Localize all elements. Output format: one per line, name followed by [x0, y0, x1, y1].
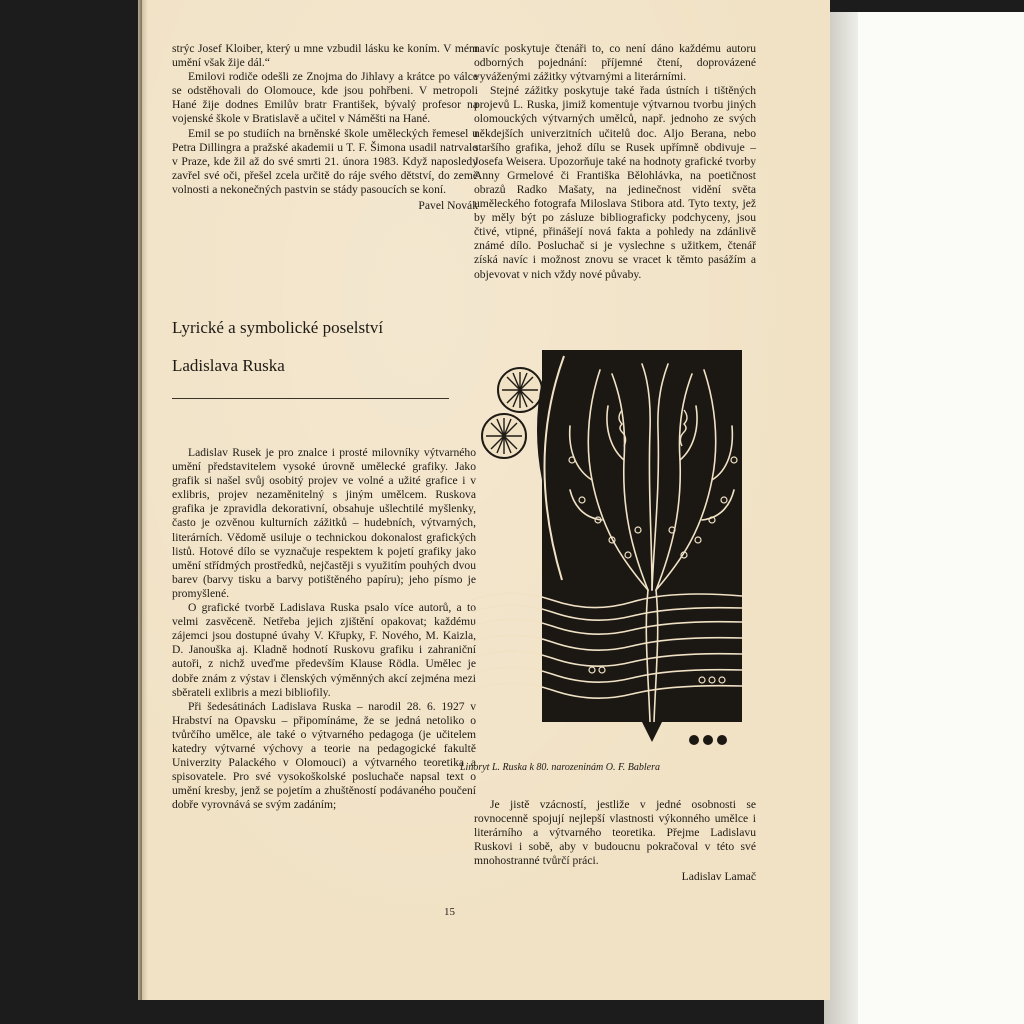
- paragraph: Emilovi rodiče odešli ze Znojma do Jihlavy a krátce po válce se odstěhovali do Olomouce, kde jsou pohřbeni. V metropoli Hané žije dodnes Emilův bratr František, bývalý profesor na vojenské škole v Bratislavě a učitel v Náměšti na Hané.: [172, 70, 478, 126]
- scan-background-edge: [824, 12, 1024, 1024]
- magazine-page: [142, 0, 830, 1000]
- article-title-line-2: Ladislava Ruska: [172, 356, 285, 375]
- paragraph: navíc poskytuje čtenáři to, co není dáno každému autoru odborných pojednání: příjemné čtení, doprovázené vyváženými zážitky výtvarnými a literárními.: [474, 42, 756, 84]
- paragraph: Ladislav Rusek je pro znalce i prosté milovníky výtvarného umění představitelem vysoké úrovně umělecké grafiky. Jako grafik si našel svůj osobitý projev ve volné a užité grafice i v exlibris, projev nezaměnitelný s jiným umělcem. Ruskova grafika je zpravidla dekorativní, obsahuje ušlechtilé myšlenky, často je ozvěnou kulturních zážitků – hudebních, výtvarných, literárních. Vědomě usiluje o technickou dokonalost grafických listů. Hotové dílo se vyznačuje respektem k pojetí grafiky jako umění střídmých prostředků, nejčastěji s využitím pouhých dvou barev (barvy tisku a barvy potištěného papíru); jeho písmo je promyšlené.: [172, 446, 476, 600]
- article-title-line-1: Lyrické a symbolické poselství: [172, 318, 384, 337]
- sun-icon: [498, 368, 542, 412]
- paragraph: Je jistě vzácností, jestliže v jedné osobnosti se rovnocenně spojují nejlepší vlastnosti výkonného umělce i literárního a výtvarného teoretika. Přejme Ladislavu Ruskovi i sobě, aby v budoucnu pokračoval v této své mnohostranné tvůrčí práci.: [474, 798, 756, 868]
- author-signature: Ladislav Lamač: [681, 870, 756, 884]
- paragraph: O grafické tvorbě Ladislava Ruska psalo více autorů, a to velmi zasvěceně. Netřeba jejich zjištění opakovat; každému zájemci jsou dostupné úvahy V. Křupky, F. Nového, M. Kaizla, D. Janouška aj. Kladně hodnotí Ruskovu grafiku i zahraniční autoři, z nichž uveďme především Klause Rödla. Umělec je dobře znám z výstav i členských výměnných akcí zejména mezi sběrateli exlibris a mezi bibliofily.: [172, 601, 476, 699]
- previous-article-ending: [172, 42, 478, 213]
- paragraph: Emil se po studiích na brněnské škole uměleckých řemesel u Petra Dillingra a pražské akademii u T. F. Šimona usadil natrvalo v Praze, kde žil až do své smrti 21. února 1983. Když naposledy zavřel své oči, přešel zcela určitě do ráje svého dětství, do země volnosti a nekonečných pastvin se stády pasoucích se koní.: [172, 126, 478, 196]
- page-number: 15: [444, 906, 455, 918]
- article-body-right: [474, 42, 756, 282]
- sun-icon: [482, 414, 526, 458]
- paragraph: Při šedesátinách Ladislava Ruska – narodil 28. 6. 1927 v Hrabství na Opavsku – připomínáme, že se jedná netoliko o tvůrčího umělce, ale také o výtvarného pedagoga (je učitelem katedry výtvarné výchovy a teorie na pedagogické fakultě Univerzity Palackého v Olomouci) a výtvarného teoretika a spisovatele. Pro své vysokoškolské posluchače napsal text o umění kresby, jenž se pojetím a zhuštěností podávaného poučení dobře vyrovnává se svým zadáním;: [172, 699, 476, 812]
- title-divider: [172, 398, 449, 399]
- show-through-shadow: [152, 255, 392, 365]
- author-signature: Pavel Novák: [418, 199, 478, 213]
- linocut-illustration: [472, 350, 742, 752]
- paragraph: Stejné zážitky poskytuje také řada ústních i tištěných projevů L. Ruska, jimiž komentuje výtvarnou tvorbu jiných olomouckých výtvarných umělců, např. jednoho ze svých někdejších univerzitních učitelů doc. Aljo Berana, nebo staršího grafika, jehož dílu se Rusek upřímně obdivuje – Josefa Weisera. Upozorňuje také na hodnoty grafické tvorby Anny Grmelové či Františka Bělohlávka, na poetičnost obrazů Radko Mašaty, na jedinečnost vidění světa uměleckého fotografa Miloslava Stibora atd. Tyto texty, jež by měly být po zásluze bibliograficky podchyceny, jsou čtivé, vtipné, přinášejí nová fakta a pohledy na zdánlivě známé dílo. Posluchač si je vyslechne s užitkem, čtenář získá navíc i možnost znovu se vracet k těmto pasážím a objevovat v nich vždy nové půvaby.: [474, 84, 756, 281]
- paragraph: strýc Josef Kloiber, který u mne vzbudil lásku ke koním. V mém umění však žije dál.“: [172, 42, 478, 70]
- bottom-dots: [689, 735, 727, 745]
- page-fold-shadow: [138, 0, 148, 1000]
- article-conclusion: [474, 798, 756, 885]
- figure-caption: Linoryt L. Ruska k 80. narozeninám O. F. Bablera: [460, 762, 660, 773]
- article-body-left: [172, 446, 476, 812]
